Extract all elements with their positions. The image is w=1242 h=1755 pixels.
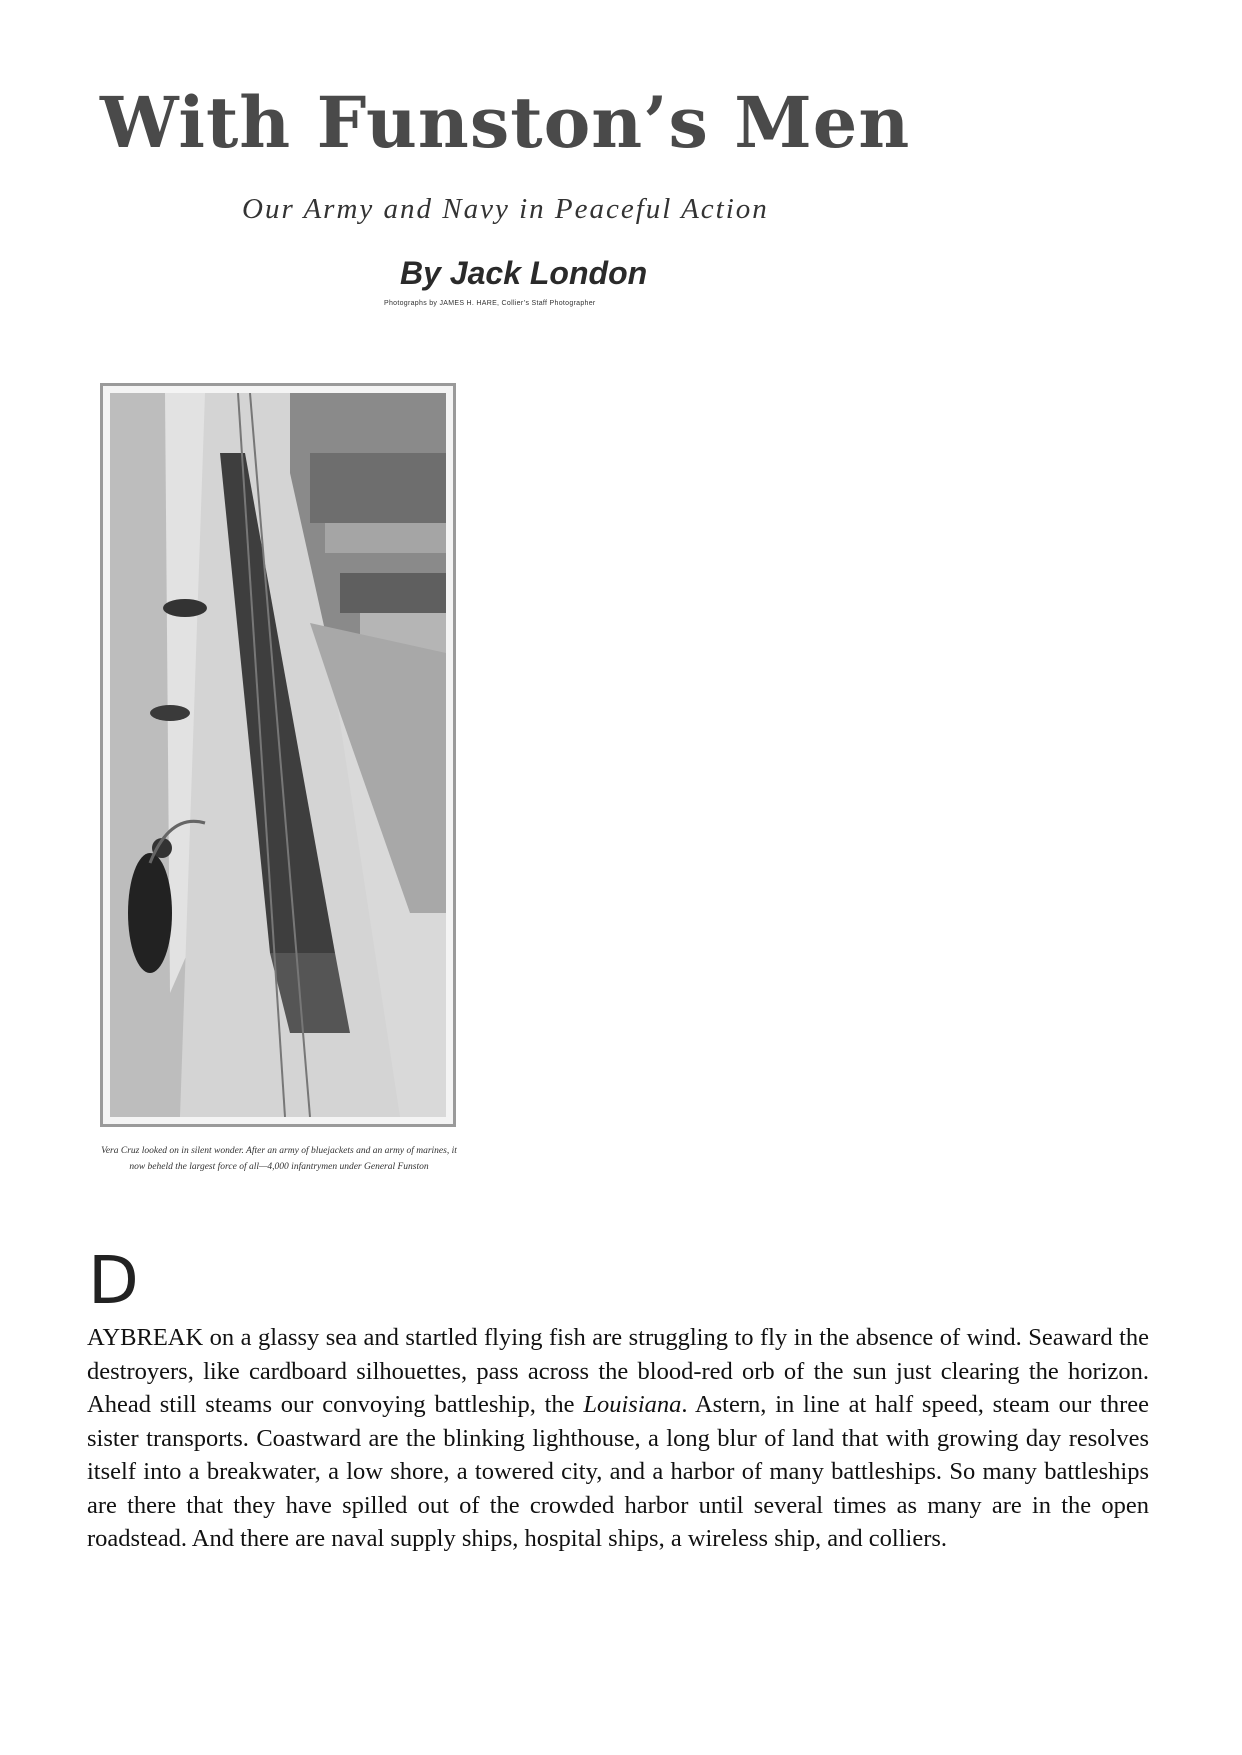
- drop-cap: D: [88, 1242, 139, 1319]
- onlooker-figure: [128, 853, 172, 973]
- street-parade-photo: [100, 383, 456, 1127]
- body-text-start: AYBREAK on a glassy sea and startled flying fish are struggling to fly in the absence of wind. Seaward the destroyers, like cardboard silhouettes, pass across the blood-red orb of the sun just clearing the horizon. Ahead still steams our convoying battleship, the: [87, 1324, 1149, 1418]
- body-paragraph: [87, 1321, 1149, 1556]
- ship-name: Louisiana: [583, 1391, 682, 1418]
- article-title: With Funston’s Men: [100, 81, 911, 164]
- street-parade-illustration: [110, 393, 446, 1117]
- article-subtitle: Our Army and Navy in Peaceful Action: [242, 193, 769, 225]
- body-text-end: . Astern, in line at half speed, steam our three sister transports. Coastward are the blinking lighthouse, a long blur of land that with growing day resolves itself into a breakwater, a low shore, a towered city, and a harbor of many battleships. So many battleships are there that they have spilled out of the crowded harbor until several times as many are in the open roadstead. And there are naval supply ships, hospital ships, a wireless ship, and colliers.: [87, 1391, 1149, 1552]
- article-byline: By Jack London: [400, 255, 648, 291]
- photo-credit: Photographs by JAMES H. HARE, Collier’s Staff Photographer: [384, 300, 596, 307]
- photo-caption: Vera Cruz looked on in silent wonder. After an army of bluejackets and an army of marines, it now beheld the largest force of all—4,000 infantrymen under General Funston: [101, 1146, 457, 1172]
